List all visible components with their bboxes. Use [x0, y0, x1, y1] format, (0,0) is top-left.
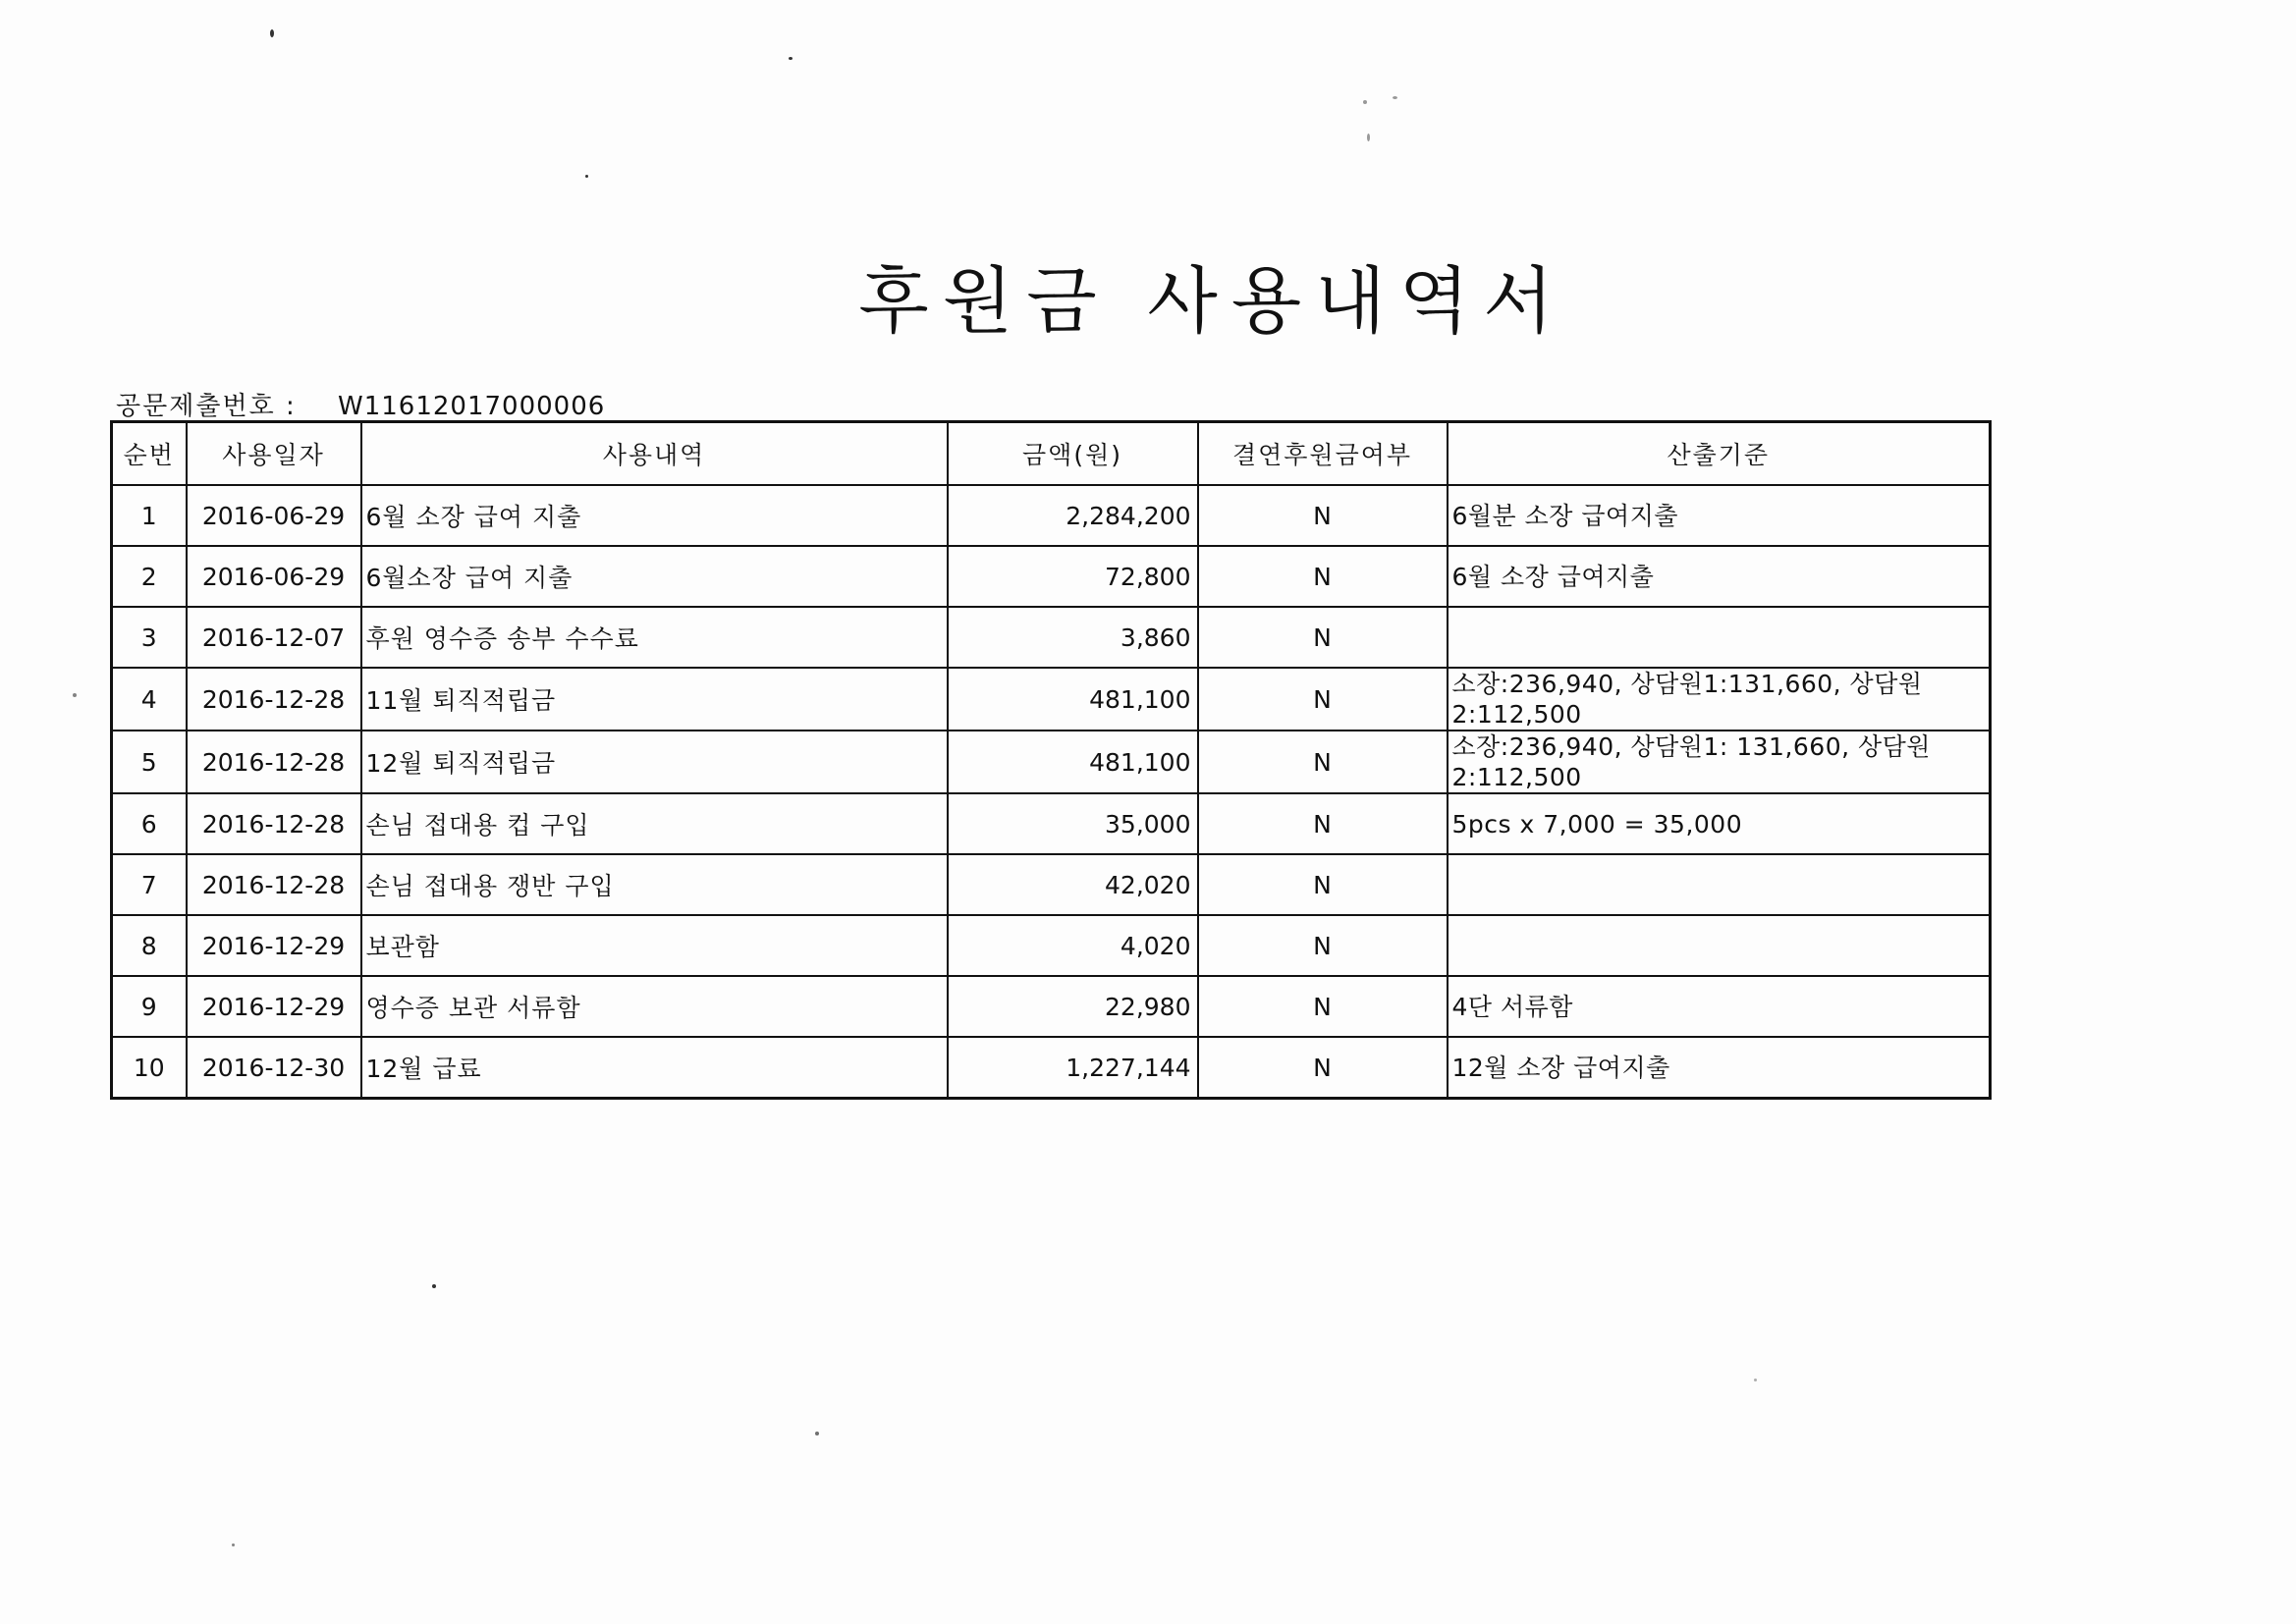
row-description: 후원 영수증 송부 수수료 [361, 607, 948, 668]
table-header-row [112, 422, 1991, 486]
row-amount: 481,100 [948, 668, 1198, 731]
table-row [112, 854, 1991, 915]
header-sponsorship-flag: 결연후원금여부 [1198, 422, 1448, 486]
row-basis [1448, 915, 1991, 976]
row-sponsorship-flag: N [1198, 854, 1448, 915]
row-amount: 22,980 [948, 976, 1198, 1037]
row-no: 3 [112, 607, 187, 668]
scan-speck [815, 1432, 819, 1435]
row-sponsorship-flag: N [1198, 915, 1448, 976]
row-description: 보관함 [361, 915, 948, 976]
row-date: 2016-12-28 [187, 854, 361, 915]
row-description: 손님 접대용 쟁반 구입 [361, 854, 948, 915]
table-row [112, 546, 1991, 607]
row-description: 11월 퇴직적립금 [361, 668, 948, 731]
header-date: 사용일자 [187, 422, 361, 486]
scan-speck [1754, 1379, 1757, 1381]
scan-speck [585, 175, 588, 178]
doc-number-value: W11612017000006 [338, 392, 606, 421]
row-no: 7 [112, 854, 187, 915]
row-date: 2016-06-29 [187, 485, 361, 546]
header-amount: 금액(원) [948, 422, 1198, 486]
row-basis [1448, 607, 1991, 668]
header-basis: 산출기준 [1448, 422, 1991, 486]
row-amount: 35,000 [948, 793, 1198, 854]
row-sponsorship-flag: N [1198, 976, 1448, 1037]
scan-speck [789, 57, 793, 60]
table-row [112, 607, 1991, 668]
scan-speck [1363, 100, 1367, 104]
row-description: 손님 접대용 컵 구입 [361, 793, 948, 854]
row-no: 1 [112, 485, 187, 546]
row-basis: 6월분 소장 급여지출 [1448, 485, 1991, 546]
row-no: 8 [112, 915, 187, 976]
table-row [112, 976, 1991, 1037]
row-sponsorship-flag: N [1198, 607, 1448, 668]
row-description: 12월 급료 [361, 1037, 948, 1099]
scan-speck [1367, 134, 1370, 141]
expense-table [110, 420, 1992, 1100]
row-description: 6월소장 급여 지출 [361, 546, 948, 607]
table-row [112, 1037, 1991, 1099]
row-amount: 2,284,200 [948, 485, 1198, 546]
row-date: 2016-12-28 [187, 668, 361, 731]
row-basis: 6월 소장 급여지출 [1448, 546, 1991, 607]
row-amount: 42,020 [948, 854, 1198, 915]
row-date: 2016-12-29 [187, 915, 361, 976]
table-row [112, 915, 1991, 976]
row-date: 2016-12-07 [187, 607, 361, 668]
row-amount: 3,860 [948, 607, 1198, 668]
row-basis: 소장:236,940, 상담원1:131,660, 상담원2:112,500 [1448, 668, 1991, 731]
table-row [112, 731, 1991, 793]
row-amount: 4,020 [948, 915, 1198, 976]
row-sponsorship-flag: N [1198, 485, 1448, 546]
row-sponsorship-flag: N [1198, 546, 1448, 607]
row-basis: 12월 소장 급여지출 [1448, 1037, 1991, 1099]
row-description: 영수증 보관 서류함 [361, 976, 948, 1037]
row-sponsorship-flag: N [1198, 731, 1448, 793]
row-no: 5 [112, 731, 187, 793]
row-amount: 481,100 [948, 731, 1198, 793]
document-title: 후원금 사용내역서 [858, 259, 1567, 344]
doc-number-label: 공문제출번호 : [116, 392, 297, 421]
row-basis: 4단 서류함 [1448, 976, 1991, 1037]
table-row [112, 793, 1991, 854]
row-date: 2016-06-29 [187, 546, 361, 607]
row-basis: 소장:236,940, 상담원1: 131,660, 상담원2:112,500 [1448, 731, 1991, 793]
header-description: 사용내역 [361, 422, 948, 486]
row-sponsorship-flag: N [1198, 1037, 1448, 1099]
table-row [112, 668, 1991, 731]
header-no: 순번 [112, 422, 187, 486]
row-no: 4 [112, 668, 187, 731]
scan-speck [270, 29, 274, 37]
row-description: 12월 퇴직적립금 [361, 731, 948, 793]
row-amount: 72,800 [948, 546, 1198, 607]
row-basis [1448, 854, 1991, 915]
row-date: 2016-12-29 [187, 976, 361, 1037]
scan-speck [73, 693, 77, 697]
row-description: 6월 소장 급여 지출 [361, 485, 948, 546]
row-no: 10 [112, 1037, 187, 1099]
scan-speck [432, 1284, 436, 1288]
row-amount: 1,227,144 [948, 1037, 1198, 1099]
row-no: 6 [112, 793, 187, 854]
row-date: 2016-12-28 [187, 731, 361, 793]
row-date: 2016-12-30 [187, 1037, 361, 1099]
scan-speck [1393, 96, 1397, 99]
row-sponsorship-flag: N [1198, 668, 1448, 731]
row-basis: 5pcs x 7,000 = 35,000 [1448, 793, 1991, 854]
table-row [112, 485, 1991, 546]
scan-speck [232, 1543, 235, 1546]
row-no: 2 [112, 546, 187, 607]
row-date: 2016-12-28 [187, 793, 361, 854]
doc-number-row [116, 386, 605, 422]
row-sponsorship-flag: N [1198, 793, 1448, 854]
row-no: 9 [112, 976, 187, 1037]
